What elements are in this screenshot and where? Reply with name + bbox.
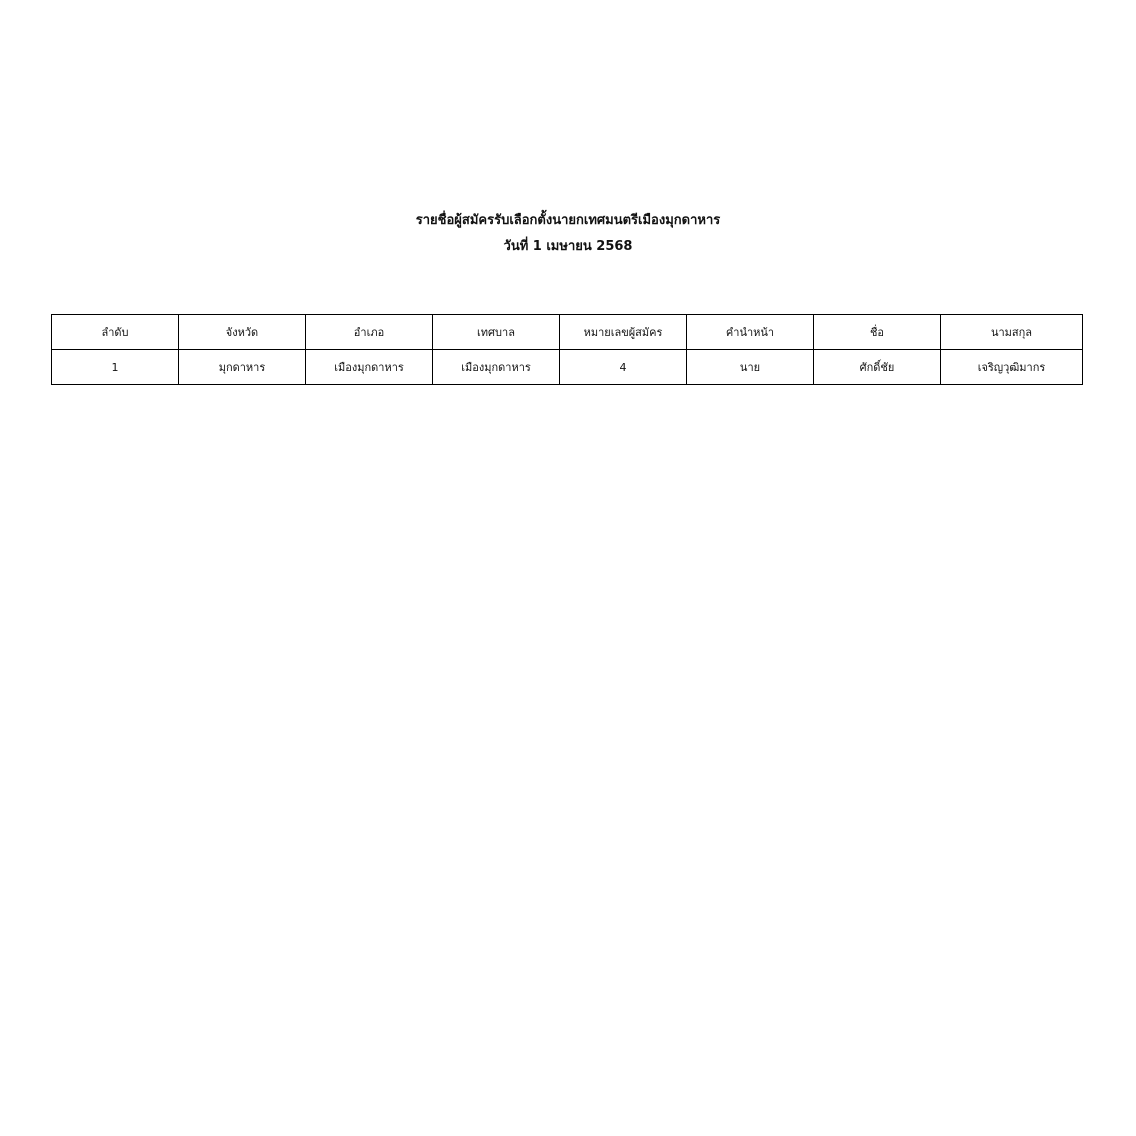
table-header-row bbox=[52, 315, 1083, 350]
cell-district: เมืองมุกดาหาร bbox=[306, 350, 433, 385]
cell-candidate-number: 4 bbox=[560, 350, 687, 385]
cell-prefix: นาย bbox=[687, 350, 814, 385]
column-header-first-name: ชื่อ bbox=[814, 315, 941, 350]
column-header-order: ลำดับ bbox=[52, 315, 179, 350]
column-header-province: จังหวัด bbox=[179, 315, 306, 350]
cell-province: มุกดาหาร bbox=[179, 350, 306, 385]
document-date: วันที่ 1 เมษายน 2568 bbox=[503, 239, 633, 254]
cell-first-name: ศักดิ์ชัย bbox=[814, 350, 941, 385]
column-header-district: อำเภอ bbox=[306, 315, 433, 350]
column-header-last-name: นามสกุล bbox=[941, 315, 1083, 350]
cell-municipality: เมืองมุกดาหาร bbox=[433, 350, 560, 385]
column-header-candidate-number: หมายเลขผู้สมัคร bbox=[560, 315, 687, 350]
document-title: รายชื่อผู้สมัครรับเลือกตั้งนายกเทศมนตรีเมืองมุกดาหาร bbox=[415, 213, 721, 228]
cell-last-name: เจริญวุฒิมากร bbox=[941, 350, 1083, 385]
column-header-prefix: คำนำหน้า bbox=[687, 315, 814, 350]
table-row bbox=[52, 350, 1083, 385]
cell-order: 1 bbox=[52, 350, 179, 385]
column-header-municipality: เทศบาล bbox=[433, 315, 560, 350]
document-header bbox=[0, 208, 1136, 260]
candidates-table bbox=[51, 314, 1083, 385]
